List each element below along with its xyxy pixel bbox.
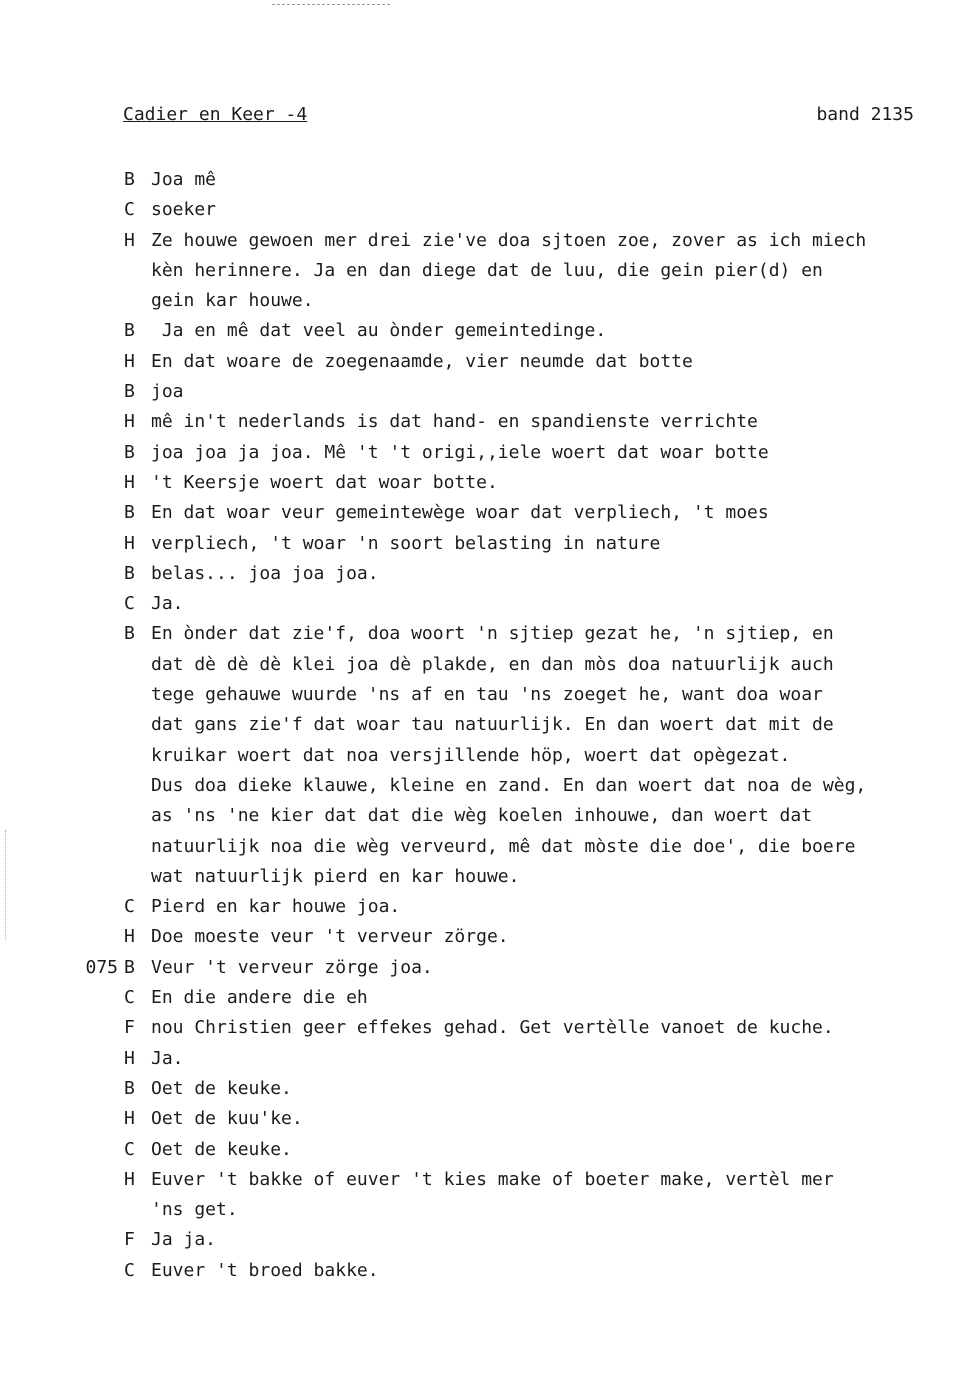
transcript-line — [0, 1225, 960, 1255]
speaker-label: C — [124, 896, 135, 918]
page-header — [123, 104, 914, 134]
line-text: Oet de keuke. — [151, 1138, 292, 1160]
line-text: 'ns get. — [151, 1199, 238, 1221]
transcript-line — [0, 316, 960, 346]
line-text: as 'ns 'ne kier dat dat die wèg koelen inhouwe, dan woert dat — [151, 805, 813, 827]
line-number: 075 — [85, 956, 118, 978]
line-text: Ze houwe gewoen mer drei zie've doa sjtoen zoe, zover as ich miech — [151, 229, 867, 251]
line-text: kèn herinnere. Ja en dan diege dat de luu, die gein pier(d) en — [151, 259, 823, 281]
speaker-label: H — [124, 1108, 135, 1130]
transcript-line — [0, 801, 960, 831]
scan-smudge — [272, 4, 390, 7]
transcript-line — [0, 589, 960, 619]
speaker-label: B — [124, 562, 135, 584]
line-text: natuurlijk noa die wèg verveurd, mê dat mòste die doe', die boere — [151, 835, 856, 857]
transcript-line — [0, 559, 960, 589]
line-text: wat natuurlijk pierd en kar houwe. — [151, 865, 520, 887]
speaker-label: H — [124, 1047, 135, 1069]
line-text: joa — [151, 381, 184, 403]
line-text: belas... joa joa joa. — [151, 562, 379, 584]
line-text: gein kar houwe. — [151, 290, 314, 312]
speaker-label: C — [124, 1259, 135, 1281]
line-text: En ònder dat zie'f, doa woort 'n sjtiep gezat he, 'n sjtiep, en — [151, 623, 834, 645]
speaker-label: F — [124, 1017, 135, 1039]
transcript-line — [0, 165, 960, 195]
line-text: Ja. — [151, 593, 184, 615]
line-text: 't Keersje woert dat woar botte. — [151, 471, 498, 493]
transcript-line — [0, 1013, 960, 1043]
transcript-line — [0, 377, 960, 407]
speaker-label: C — [124, 987, 135, 1009]
speaker-label: B — [124, 320, 135, 342]
line-text: Ja en mê dat veel au ònder gemeintedinge. — [151, 320, 607, 342]
line-text: soeker — [151, 199, 217, 221]
speaker-label: H — [124, 532, 135, 554]
line-text: joa joa ja joa. Mê 't 't origi,,iele woert dat woar botte — [151, 441, 769, 463]
speaker-label: C — [124, 1138, 135, 1160]
transcript-line — [0, 650, 960, 680]
transcript-line — [0, 680, 960, 710]
transcript-line — [0, 1104, 960, 1134]
transcript-line — [0, 286, 960, 316]
transcript-line — [0, 529, 960, 559]
line-text: Pierd en kar houwe joa. — [151, 896, 401, 918]
line-text: En die andere die eh — [151, 987, 368, 1009]
transcript-line — [0, 1074, 960, 1104]
line-text: kruikar woert dat noa versjillende höp, woert dat opègezat. — [151, 744, 791, 766]
line-text: dat dè dè dè klei joa dè plakde, en dan mòs doa natuurlijk auch — [151, 653, 834, 675]
transcript-line — [0, 922, 960, 952]
line-text: tege gehauwe wuurde 'ns af en tau 'ns zoeget he, want doa woar — [151, 684, 823, 706]
speaker-label: B — [124, 441, 135, 463]
transcript — [0, 165, 960, 1286]
line-text: Ja ja. — [151, 1229, 217, 1251]
speaker-label: B — [124, 623, 135, 645]
transcript-line — [0, 195, 960, 225]
line-text: En dat woar veur gemeintewège woar dat verpliech, 't moes — [151, 502, 769, 524]
line-text: Euver 't broed bakke. — [151, 1259, 379, 1281]
transcript-line — [0, 1135, 960, 1165]
speaker-label: H — [124, 1168, 135, 1190]
speaker-label: B — [124, 502, 135, 524]
line-text: En dat woare de zoegenaamde, vier neumde dat botte — [151, 350, 693, 372]
transcript-line — [0, 347, 960, 377]
transcript-line — [0, 1256, 960, 1286]
transcript-line — [0, 1044, 960, 1074]
transcript-line — [0, 407, 960, 437]
speaker-label: H — [124, 411, 135, 433]
document-title: Cadier en Keer -4 — [123, 104, 308, 125]
line-text: Oet de kuu'ke. — [151, 1108, 303, 1130]
transcript-line — [0, 438, 960, 468]
transcript-line — [0, 771, 960, 801]
speaker-label: H — [124, 926, 135, 948]
transcript-line — [0, 862, 960, 892]
speaker-label: H — [124, 229, 135, 251]
speaker-label: H — [124, 350, 135, 372]
line-text: Joa mê — [151, 169, 217, 190]
line-text: mê in't nederlands is dat hand- en spandienste verrichte — [151, 411, 758, 433]
band-number: band 2135 — [816, 104, 914, 125]
transcript-line — [0, 710, 960, 740]
transcript-line — [0, 983, 960, 1013]
transcript-line — [0, 832, 960, 862]
transcript-line — [0, 1165, 960, 1195]
line-text: verpliech, 't woar 'n soort belasting in nature — [151, 532, 661, 554]
speaker-label: B — [124, 381, 135, 403]
speaker-label: C — [124, 199, 135, 221]
speaker-label: B — [124, 169, 135, 190]
transcript-line — [0, 468, 960, 498]
line-text: Ja. — [151, 1047, 184, 1069]
line-text: dat gans zie'f dat woar tau natuurlijk. En dan woert dat mit de — [151, 714, 834, 736]
speaker-label: B — [124, 1077, 135, 1099]
transcript-line — [0, 256, 960, 286]
transcript-line — [0, 498, 960, 528]
transcript-line — [0, 741, 960, 771]
speaker-label: C — [124, 593, 135, 615]
transcript-line — [0, 892, 960, 922]
line-text: nou Christien geer effekes gehad. Get vertèlle vanoet de kuche. — [151, 1017, 834, 1039]
transcript-line — [0, 953, 960, 983]
transcript-line — [0, 1195, 960, 1225]
speaker-label: F — [124, 1229, 135, 1251]
transcript-line — [0, 226, 960, 256]
line-text: Euver 't bakke of euver 't kies make of boeter make, vertèl mer — [151, 1168, 834, 1190]
speaker-label: H — [124, 471, 135, 493]
transcript-line — [0, 619, 960, 649]
line-text: Doe moeste veur 't verveur zörge. — [151, 926, 509, 948]
speaker-label: B — [124, 956, 135, 978]
line-text: Veur 't verveur zörge joa. — [151, 956, 433, 978]
line-text: Dus doa dieke klauwe, kleine en zand. En dan woert dat noa de wèg, — [151, 774, 867, 796]
line-text: Oet de keuke. — [151, 1077, 292, 1099]
